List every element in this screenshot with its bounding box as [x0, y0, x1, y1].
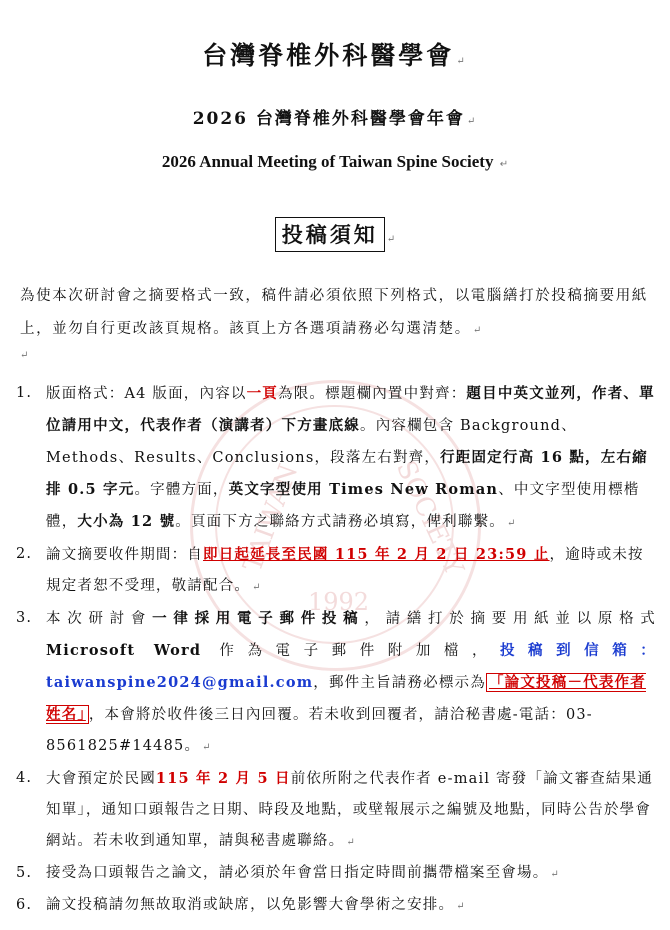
return-mark: ↵ — [550, 869, 560, 880]
section-title-wrap — [0, 217, 670, 252]
deadline-highlight: 即日起延長至民國 115 年 2 月 2 日 23:59 止 — [203, 546, 550, 563]
section-title: 投稿須知 — [275, 217, 385, 252]
list-item — [16, 763, 656, 858]
return-mark: ↵ — [456, 56, 468, 67]
return-mark: ↵ — [252, 582, 262, 593]
item-number: 5. — [16, 865, 33, 881]
item-number: 6. — [16, 897, 33, 913]
item-text: 論文摘要收件期間：自即日起延長至民國 115 年 2 月 2 日 23:59 止，逾時或未按規定者恕不受理，敬請配合。 ↵ — [46, 546, 644, 594]
item-text: 論文投稿請勿無故取消或缺席，以免影響大會學術之安排。 ↵ — [46, 897, 466, 913]
return-mark: ↵ — [346, 837, 356, 848]
item-text: 接受為口頭報告之論文，請必須於年會當日指定時間前攜帶檔案至會場。 ↵ — [46, 865, 560, 881]
watermark-text-right: SOCIETY — [389, 456, 469, 580]
intro-paragraph: 為使本次研討會之摘要格式一致，稿件請必須依照下列格式，以電腦繕打於投稿摘要用紙上，並勿自行更改該頁規格。該頁上方各選項請務必勾選清楚。 ↵ — [20, 288, 648, 337]
return-mark: ↵ — [466, 116, 478, 127]
return-mark: ↵ — [386, 234, 396, 245]
return-mark: ↵ — [202, 742, 212, 753]
list-item — [16, 539, 656, 603]
english-meeting-title: 2026 Annual Meeting of Taiwan Spine Society ↵ — [161, 152, 509, 171]
item-text: 本次研討會一律採用電子郵件投稿，請繕打於摘要用紙並以原格式 Microsoft Word 作為電子郵件附加檔，投稿到信箱： taiwanspine2024@gmail.com，郵件主旨請務必標示為 「論文投稿－代表作者姓名」 ，本會將於收件後三日內回覆。若未收到回覆者，請洽秘書處-電話：03-8561825#14485。 ↵ — [46, 610, 656, 754]
item-number: 3. — [16, 610, 33, 626]
blank-line-mark: ↵ — [20, 350, 29, 361]
return-mark: ↵ — [456, 901, 466, 912]
item-number: 2. — [16, 546, 33, 562]
list-item — [16, 858, 656, 890]
item-text: 大會預定於民國115 年 2 月 5 日前依所附之代表作者 e-mail 寄發「論文審查結果通知單」，通知口頭報告之日期、時段及地點，或壁報展示之編號及地點，同時公告於學會網站。若未收到通知單，請與秘書處聯絡。 ↵ — [46, 770, 653, 849]
item-text: 版面格式：A4 版面，內容以一頁為限。標題欄內置中對齊：題目中英文並列，作者、單位請用中文，代表作者（演講者）下方畫底線。內容欄包含 Background、Methods、Results、Conclusions，段落左右對齊，行距固定行高 16 點，左右縮排 0.5 字元。字體方面，英文字型使用 Times New Roman、中文字型使用標楷體，大小為 12 號。頁面下方之聯絡方式請務必填寫，俾利聯繫。 ↵ — [46, 385, 655, 530]
list-item — [16, 378, 656, 539]
subject-line-highlight: 「論文投稿－代表作者姓名」 — [46, 674, 646, 723]
return-mark: ↵ — [472, 325, 483, 336]
return-mark: ↵ — [499, 159, 509, 170]
list-item — [16, 603, 656, 763]
meeting-title: 2026 台灣脊椎外科醫學會年會 ↵ — [192, 109, 478, 129]
watermark-text-left: TAIWAN — [237, 460, 305, 576]
item-number: 4. — [16, 770, 33, 786]
submission-rules-list — [16, 378, 656, 922]
return-mark: ↵ — [506, 518, 517, 529]
society-title: 台灣脊椎外科醫學會 ↵ — [202, 41, 468, 70]
item-number: 1. — [16, 385, 33, 401]
submission-email[interactable]: taiwanspine2024@gmail.com — [46, 674, 314, 691]
watermark-year: 1992 — [308, 588, 370, 616]
list-item — [16, 890, 656, 922]
